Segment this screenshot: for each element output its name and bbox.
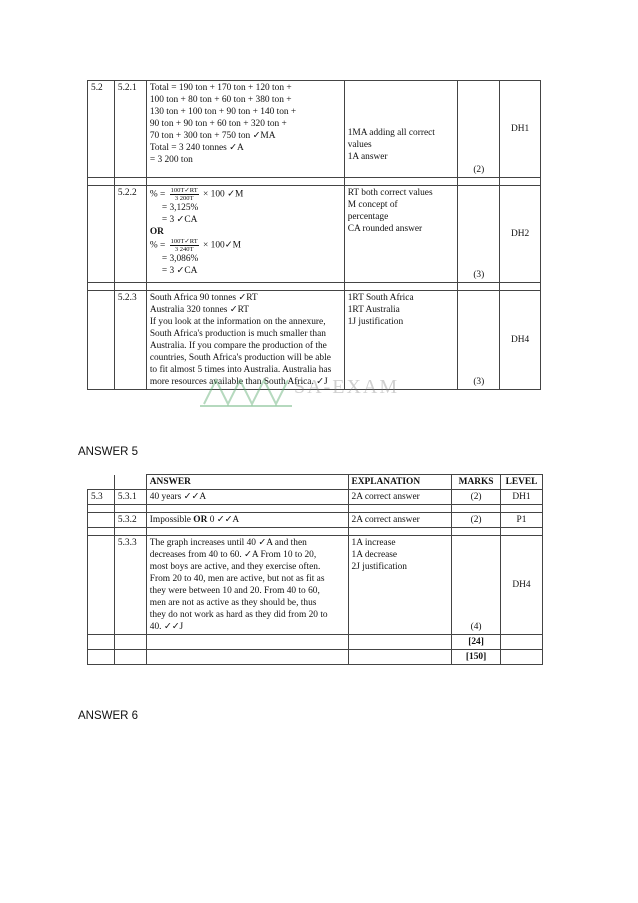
explanation-line: 1MA adding all correct — [347, 127, 435, 138]
explanation-line: 1A answer — [347, 151, 388, 162]
marks-cell: (4) — [452, 536, 501, 635]
answer-cell — [146, 81, 344, 178]
explanation-line: 1RT South Africa — [347, 293, 414, 303]
level-cell: DH2 — [500, 186, 541, 283]
answer-line: Australia 320 tonnes ✓RT — [149, 305, 250, 315]
level-cell: DH1 — [501, 490, 543, 505]
multiplier: × 100 ✓M — [203, 189, 244, 200]
answer-line: = 3 200 ton — [149, 155, 193, 165]
question-number: 5.2 — [88, 81, 115, 178]
answer-cell — [146, 186, 344, 283]
answer-line: From 20 to 40, men are active, but not as fit as — [149, 574, 325, 584]
column-header-answer: ANSWER — [146, 475, 348, 490]
total-marks: [150] — [452, 650, 501, 665]
explanation-cell — [348, 536, 452, 635]
sub-question-number: 5.3.3 — [114, 536, 146, 635]
explanation-line: RT both correct values — [347, 188, 433, 198]
explanation-cell: 2A correct answer — [348, 513, 452, 528]
percentage-formula-2 — [150, 238, 341, 253]
explanation-cell — [344, 81, 458, 178]
answer-line: 90 ton + 90 ton + 60 ton + 320 ton + — [149, 119, 287, 129]
level-cell: DH1 — [500, 81, 541, 178]
fraction-numerator: 100T✓RT — [170, 238, 198, 245]
answer-line: If you look at the information on the annexure, — [149, 317, 326, 327]
sub-question-number: 5.3.1 — [114, 490, 146, 505]
explanation-line: 2J justification — [351, 562, 407, 572]
result-line: = 3,086% — [161, 254, 199, 264]
multiplier: × 100✓M — [203, 240, 241, 251]
rounded-line: = 3 ✓CA — [161, 215, 198, 225]
header-row — [88, 475, 543, 490]
level-cell: P1 — [501, 513, 543, 528]
answer-6-heading: ANSWER 6 — [78, 710, 139, 722]
explanation-line: M concept of — [347, 200, 398, 210]
rounded-line: = 3 ✓CA — [161, 266, 198, 276]
marks-cell: (2) — [452, 490, 501, 505]
answer-line: Australia. If you compare the production of the — [149, 341, 327, 351]
answer-cell — [146, 291, 344, 390]
level-cell: DH4 — [500, 291, 541, 390]
fraction — [170, 187, 199, 202]
table-row — [88, 513, 543, 528]
fraction-denominator: 3 200T — [174, 195, 194, 202]
explanation-cell — [344, 186, 458, 283]
answer-line: 100 ton + 80 ton + 60 ton + 380 ton + — [149, 95, 292, 105]
answer-line: South Africa 90 tonnes ✓RT — [149, 293, 258, 303]
answer-cell — [146, 536, 348, 635]
fraction — [170, 238, 199, 253]
sub-question-number: 5.2.2 — [114, 186, 146, 283]
column-header-marks: MARKS — [452, 475, 501, 490]
sub-question-number: 5.2.3 — [114, 291, 146, 390]
answer-line: 40. ✓✓J — [149, 622, 184, 632]
answer-line: most boys are active, and they exercise often. — [149, 562, 321, 572]
answer-line: decreases from 40 to 60. ✓A From 10 to 20, — [149, 550, 317, 560]
question-number: 5.3 — [88, 490, 115, 505]
column-header-explanation: EXPLANATION — [348, 475, 452, 490]
answer-line: Total = 190 ton + 170 ton + 120 ton + — [149, 83, 292, 93]
marks-cell: (3) — [458, 291, 500, 390]
marks-cell: (3) — [458, 186, 500, 283]
explanation-cell — [344, 291, 458, 390]
table-row — [88, 291, 541, 390]
spacer-row — [88, 178, 541, 186]
percentage-formula-1 — [150, 187, 341, 202]
or-label: OR — [149, 227, 164, 237]
table-row — [88, 186, 541, 283]
percent-prefix: % = — [149, 189, 166, 200]
answer-line: 130 ton + 100 ton + 90 ton + 140 ton + — [149, 107, 297, 117]
watermark-text: SA-EXAM — [294, 376, 400, 398]
explanation-line: 1A decrease — [351, 550, 398, 560]
subtotal-marks: [24] — [452, 635, 501, 650]
column-header-level: LEVEL — [501, 475, 543, 490]
spacer-row — [88, 283, 541, 291]
subtotal-row — [88, 635, 543, 650]
explanation-line: values — [347, 139, 372, 150]
answer-line: men are not as active as they should be, thus — [149, 598, 317, 608]
answer-line: they were between 10 and 20. From 40 to 60, — [149, 586, 320, 596]
or-label: OR — [193, 515, 208, 525]
answer-line: 70 ton + 300 ton + 750 ton ✓MA — [149, 131, 276, 141]
explanation-line: 1RT Australia — [347, 305, 400, 315]
explanation-line: 1A increase — [351, 538, 396, 548]
answer-cell: 40 years ✓✓A — [146, 490, 348, 505]
answer-line: more resources available than South Africa. ✓J — [149, 377, 328, 387]
table-row — [88, 81, 541, 178]
explanation-cell: 2A correct answer — [348, 490, 452, 505]
spacer-row — [88, 505, 543, 513]
answer-line: countries, South Africa's production will be able — [149, 353, 331, 363]
answer-5-heading: ANSWER 5 — [78, 446, 139, 458]
explanation-line: 1J justification — [347, 317, 404, 327]
sub-question-number: 5.2.1 — [114, 81, 146, 178]
level-cell: DH4 — [501, 536, 543, 635]
table-row — [88, 536, 543, 635]
question-5-2-table — [87, 80, 541, 390]
sub-question-number: 5.3.2 — [114, 513, 146, 528]
explanation-line: CA rounded answer — [347, 224, 423, 234]
answer-cell — [146, 513, 348, 528]
question-5-3-table — [87, 474, 543, 665]
answer-line: they do not work as hard as they did from 20 to — [149, 610, 328, 620]
fraction-denominator: 3 240T — [174, 246, 194, 253]
total-row — [88, 650, 543, 665]
spacer-row — [88, 528, 543, 536]
table-row — [88, 490, 543, 505]
fraction-numerator: 100T✓RT — [170, 187, 198, 194]
answer-line: Total = 3 240 tonnes ✓A — [149, 143, 244, 153]
answer-text: 0 ✓✓A — [207, 515, 240, 525]
answer-line: The graph increases until 40 ✓A and then — [149, 538, 307, 548]
marks-cell: (2) — [452, 513, 501, 528]
answer-text: Impossible — [149, 515, 194, 525]
result-line: = 3,125% — [161, 203, 199, 213]
answer-line: South Africa's production is much smaller than — [149, 329, 326, 339]
marks-cell: (2) — [458, 81, 500, 178]
percent-prefix: % = — [149, 240, 166, 251]
explanation-line: percentage — [347, 212, 389, 222]
answer-line: to fit almost 5 times into Australia. Australia has — [149, 365, 332, 375]
